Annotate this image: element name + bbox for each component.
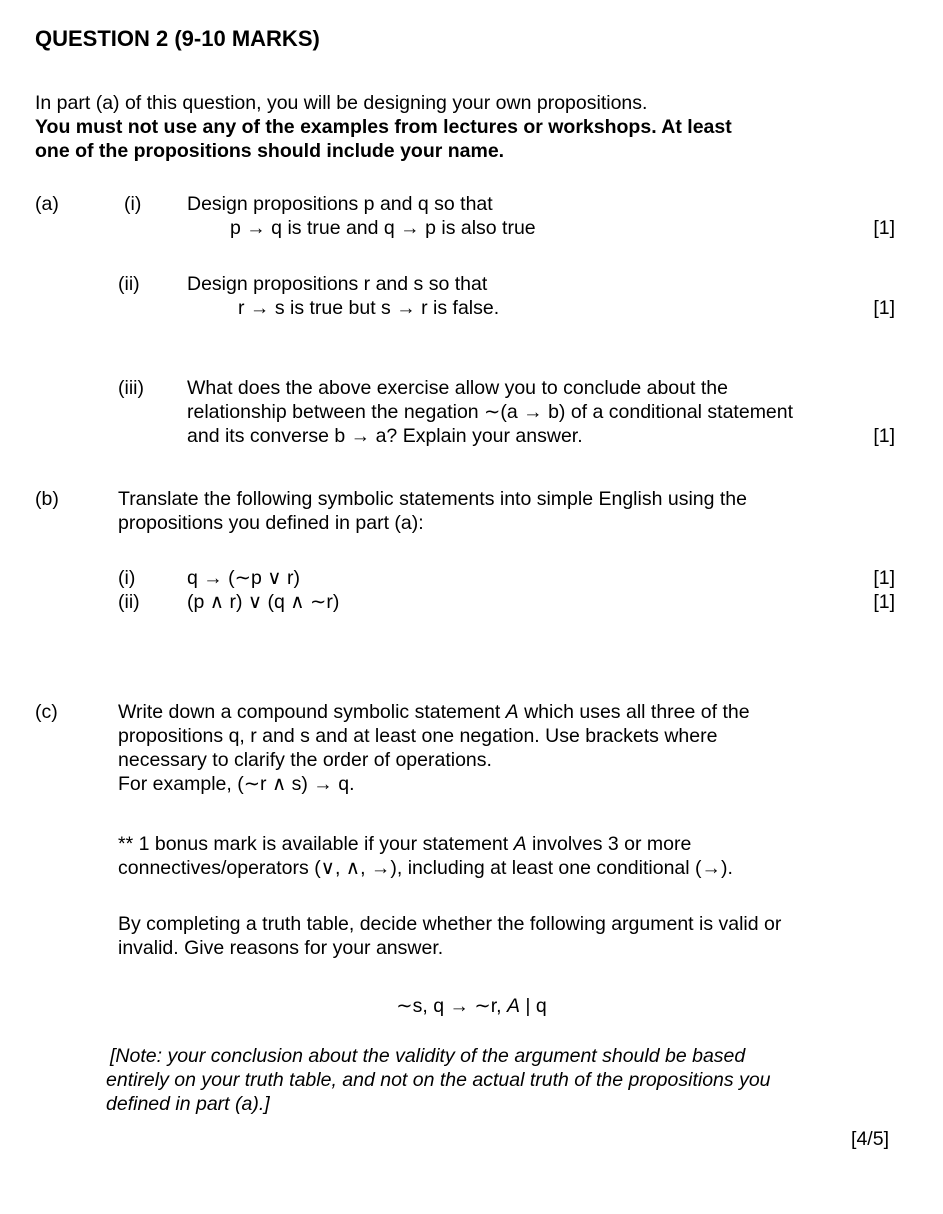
part-b-ii-mark: [1] — [873, 591, 895, 613]
truth-table-line-1: By completing a truth table, decide whether the following argument is valid or — [118, 913, 782, 935]
bonus-line-1-b: involves 3 or more — [526, 833, 692, 855]
note-line-1: [Note: your conclusion about the validity of the argument should be based — [110, 1045, 746, 1067]
part-a-ii-line-2: r → s is true but s → r is false. — [238, 297, 500, 319]
argument-var: A — [506, 995, 520, 1017]
bonus-statement-a-var: A — [513, 833, 527, 855]
argument-b: | q — [519, 995, 547, 1017]
part-b-line-1: Translate the following symbolic statements into simple English using the — [118, 488, 747, 510]
part-a-iii-line-3: and its converse b → a? Explain your answer. — [187, 425, 583, 447]
part-a-i-number: (i) — [124, 193, 142, 215]
part-a-i-mark: [1] — [873, 217, 895, 239]
part-b-line-2: propositions you defined in part (a): — [118, 512, 424, 534]
part-c-line-1-a: Write down a compound symbolic statement — [118, 701, 506, 723]
bonus-line-2: connectives/operators (∨, ∧, →), including at least one conditional (→). — [118, 857, 733, 879]
note-line-3: defined in part (a).] — [106, 1093, 270, 1115]
part-b-label: (b) — [35, 488, 59, 510]
note-line-2: entirely on your truth table, and not on the actual truth of the propositions you — [106, 1069, 771, 1091]
bonus-line-1 — [118, 832, 691, 856]
part-c-line-1 — [118, 700, 750, 724]
part-c-line-2: propositions q, r and s and at least one negation. Use brackets where — [118, 725, 718, 747]
part-a-ii-line-1: Design propositions r and s so that — [187, 273, 488, 295]
argument-expression — [0, 994, 943, 1018]
part-a-iii-number: (iii) — [118, 377, 144, 399]
part-a-iii-line-2: relationship between the negation ∼(a → b) of a conditional statement — [187, 401, 794, 423]
part-a-i-line-1: Design propositions p and q so that — [187, 193, 493, 215]
part-a-label: (a) — [35, 193, 59, 215]
bonus-line-1-a: ** 1 bonus mark is available if your statement — [118, 833, 514, 855]
part-c-mark: [4/5] — [851, 1128, 889, 1150]
part-c-line-3: necessary to clarify the order of operations. — [118, 749, 492, 771]
intro-bold-line-2: one of the propositions should include your name. — [35, 140, 505, 162]
part-b-i-number: (i) — [118, 567, 136, 589]
part-b-ii-number: (ii) — [118, 591, 140, 613]
intro-bold-line-1: You must not use any of the examples from lectures or workshops. At least — [35, 116, 732, 138]
part-c-example: For example, (∼r ∧ s) → q. — [118, 773, 355, 795]
part-a-i-line-2: p → q is true and q → p is also true — [230, 217, 536, 239]
part-a-iii-line-1: What does the above exercise allow you to conclude about the — [187, 377, 728, 399]
truth-table-line-2: invalid. Give reasons for your answer. — [118, 937, 444, 959]
part-c-line-1-b: which uses all three of the — [518, 701, 750, 723]
part-b-i-expression: q → (∼p ∨ r) — [187, 567, 300, 589]
part-c-label: (c) — [35, 701, 58, 723]
part-a-ii-mark: [1] — [873, 297, 895, 319]
question-title: QUESTION 2 (9-10 MARKS) — [35, 26, 320, 51]
statement-a-var: A — [505, 701, 519, 723]
intro-text: In part (a) of this question, you will be designing your own propositions. — [35, 92, 648, 114]
part-b-i-mark: [1] — [873, 567, 895, 589]
part-b-ii-expression: (p ∧ r) ∨ (q ∧ ∼r) — [187, 591, 340, 613]
part-a-ii-number: (ii) — [118, 273, 140, 295]
argument-a: ∼s, q → ∼r, — [396, 995, 507, 1017]
part-a-iii-mark: [1] — [873, 425, 895, 447]
